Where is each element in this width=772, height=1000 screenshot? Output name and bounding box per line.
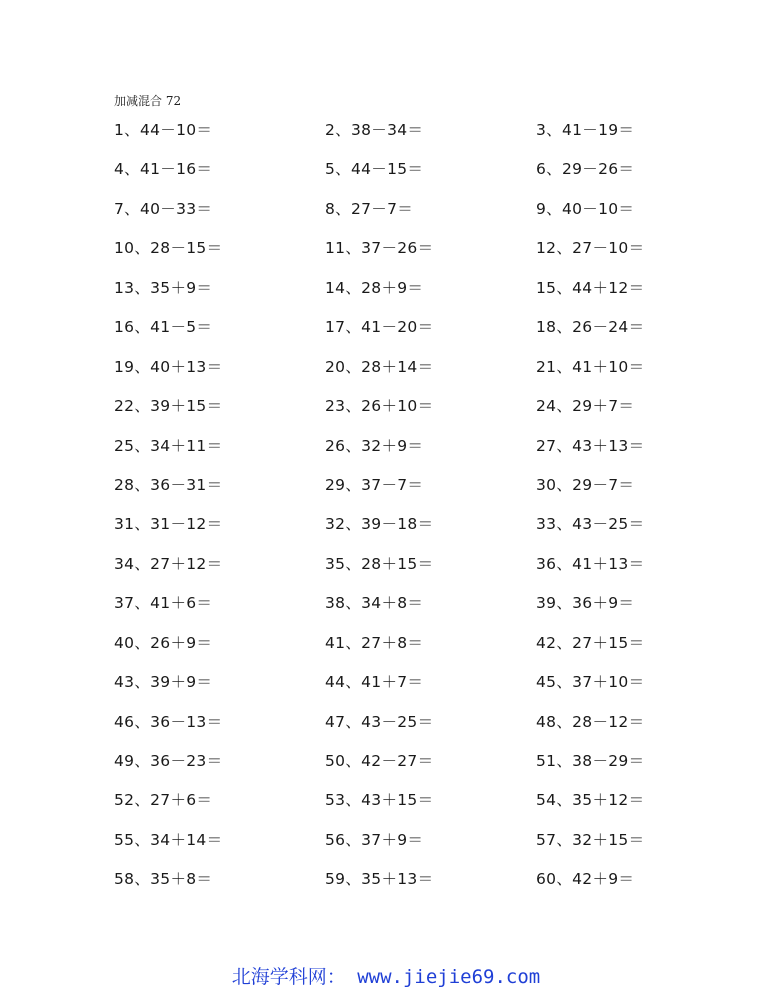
problem-item: 49、36－23＝: [114, 752, 223, 770]
problem-item: 12、27－10＝: [536, 239, 645, 258]
problem-item: 18、26－24＝: [536, 318, 645, 337]
problem-item: 32、39－18＝: [325, 515, 434, 534]
problem-item: 6、29－26＝: [536, 160, 635, 179]
problem-item: 7、40－33＝: [114, 199, 213, 218]
problem-item: 30、29－7＝: [536, 475, 635, 494]
problem-item: 59、35＋13＝: [325, 870, 434, 889]
footer-watermark: [0, 962, 772, 989]
problem-item: 29、37－7＝: [325, 475, 424, 494]
footer-site: www.jiejie69.com: [345, 966, 541, 988]
problem-item: 14、28＋9＝: [325, 278, 424, 297]
problem-item: 45、37＋10＝: [536, 673, 645, 692]
problem-item: 53、43＋15＝: [325, 791, 434, 810]
problem-item: 44、41＋7＝: [325, 673, 424, 692]
problem-item: 58、35＋8＝: [114, 870, 213, 889]
problem-item: 60、42＋9＝: [536, 870, 635, 889]
problem-item: 9、40－10＝: [536, 199, 635, 218]
problem-item: 25、34＋11＝: [114, 436, 223, 455]
problem-item: 56、37＋9＝: [325, 830, 424, 849]
problem-item: 31、31－12＝: [114, 515, 223, 534]
problem-item: 57、32＋15＝: [536, 830, 645, 849]
problem-item: 41、27＋8＝: [325, 633, 424, 652]
problem-item: 23、26＋10＝: [325, 397, 434, 416]
problem-item: 5、44－15＝: [325, 160, 424, 179]
problem-item: 42、27＋15＝: [536, 633, 645, 652]
worksheet-title: 加减混合 72: [114, 94, 182, 108]
problem-item: 19、40＋13＝: [114, 357, 223, 376]
problem-item: 20、28＋14＝: [325, 357, 434, 376]
problem-item: 38、34＋8＝: [325, 594, 424, 613]
problem-item: 33、43－25＝: [536, 515, 645, 534]
problem-item: 40、26＋9＝: [114, 633, 213, 652]
problem-grid: [114, 118, 734, 907]
problem-item: 21、41＋10＝: [536, 357, 645, 376]
problem-item: 13、35＋9＝: [114, 278, 213, 297]
problem-item: 15、44＋12＝: [536, 278, 645, 297]
problem-item: 35、28＋15＝: [325, 554, 434, 573]
problem-item: 26、32＋9＝: [325, 436, 424, 455]
problem-item: 34、27＋12＝: [114, 554, 223, 573]
problem-item: 48、28－12＝: [536, 712, 645, 731]
problem-item: 52、27＋6＝: [114, 791, 213, 810]
problem-item: 3、41－19＝: [536, 121, 635, 139]
problem-item: 47、43－25＝: [325, 712, 434, 731]
problem-item: 10、28－15＝: [114, 239, 223, 258]
problem-item: 51、38－29＝: [536, 752, 645, 770]
problem-item: 28、36－31＝: [114, 475, 223, 494]
problem-item: 4、41－16＝: [114, 160, 213, 179]
problem-item: 11、37－26＝: [325, 239, 434, 258]
problem-item: 17、41－20＝: [325, 318, 434, 337]
footer-label: 北海学科网：: [231, 966, 346, 988]
problem-item: 27、43＋13＝: [536, 436, 645, 455]
problem-item: 16、41－5＝: [114, 318, 213, 337]
problem-item: 37、41＋6＝: [114, 594, 213, 613]
problem-item: 54、35＋12＝: [536, 791, 645, 810]
problem-item: 2、38－34＝: [325, 121, 424, 139]
problem-item: 36、41＋13＝: [536, 554, 645, 573]
problem-item: 8、27－7＝: [325, 199, 414, 218]
problem-item: 1、44－10＝: [114, 121, 213, 139]
problem-item: 55、34＋14＝: [114, 830, 223, 849]
problem-item: 46、36－13＝: [114, 712, 223, 731]
problem-item: 50、42－27＝: [325, 752, 434, 770]
problem-item: 24、29＋7＝: [536, 397, 635, 416]
problem-item: 43、39＋9＝: [114, 673, 213, 692]
problem-item: 39、36＋9＝: [536, 594, 635, 613]
problem-item: 22、39＋15＝: [114, 397, 223, 416]
